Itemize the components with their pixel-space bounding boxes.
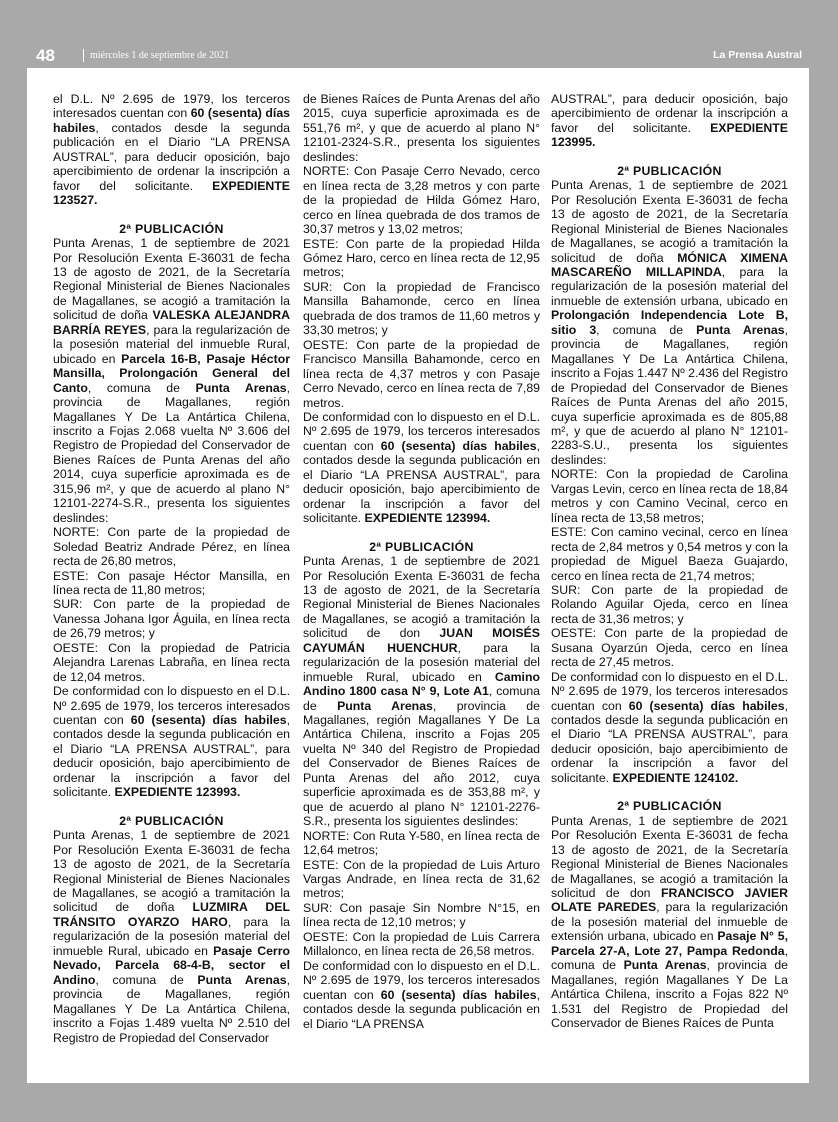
newspaper-brand: La Prensa Austral [713, 49, 802, 61]
text-run: OESTE: Con parte de la propiedad de Susana Oyarzún Ojeda, cerco en línea recta de 27,45 metros. [551, 626, 788, 670]
text-run: , contados desde la segunda publicación en el Diario “LA PRENSA [303, 987, 541, 1031]
page-sheet [27, 68, 809, 1083]
bold-text: EXPEDIENTE 123527. [53, 178, 290, 208]
text-run: de Bienes Raíces de Punta Arenas del año 2015, cuya superficie aproximada es de 551,76 m², y que de acuerdo al plano N° 12101-2324-S.R., presenta los siguientes deslindes: [303, 92, 540, 164]
bold-text: EXPEDIENTE 123995. [551, 120, 788, 150]
notice-paragraph [551, 670, 788, 786]
bold-text: VALESKA ALEJANDRA BARRÍA REYES [53, 308, 290, 337]
text-run: , para la regularización de la posesión material del inmueble Rural, ubicado en [53, 914, 291, 958]
text-run: NORTE: Con Pasaje Cerro Nevado, cerco en línea recta de 3,28 metros y con parte de la propiedad de Hilda Gómez Haro, cerco en línea quebrada de dos tramos de 30,37 metros y 13,02 metros; [303, 164, 540, 237]
text-run: , provincia de Magallanes, región Magallanes Y De La Antártica Chilena, inscrito a Fojas 1.489 vuelta Nº 2.510 del Registro de Propiedad del Conservador [53, 972, 290, 1045]
text-run: , contados desde la segunda publicación en el Diario “LA PRENSA AUSTRAL”, para deducir oposición, bajo apercibimiento de ordenar la inscripción a favor del solicitante. [53, 713, 291, 800]
bold-text: EXPEDIENTE 123993. [114, 785, 241, 800]
text-run: Punta Arenas, 1 de septiembre de 2021 Por Resolución Exenta E-36031 de fecha 13 de agosto de 2021, de la Secretaría Regional Ministerial de Bienes Nacionales de Magallanes, se acogió a tramitación la solicitud de don [551, 813, 788, 901]
text-run: SUR: Con parte de la propiedad de Vanessa Johana Igor Águila, en línea recta de 26,79 metros; y [53, 597, 290, 641]
text-run: , para la regularización de la posesión material del inmueble Rural, ubicado en [303, 640, 541, 684]
column-3 [551, 92, 788, 1031]
text-run: Punta Arenas, 1 de septiembre de 2021 Por Resolución Exenta E-36031 de fecha 13 de agosto de 2021, de la Secretaría Regional Ministerial de Bienes Nacionales de Magallanes, se acogió a tramitación la solicitud de doña [53, 236, 290, 323]
text-run: ESTE: Con parte de la propiedad Hilda Gómez Haro, cerco en línea recta de 12,95 metros; [303, 236, 540, 280]
notice-paragraph [53, 92, 290, 208]
paragraph-gap [303, 526, 540, 540]
notice-paragraph [303, 554, 540, 829]
notice-paragraph [303, 92, 540, 164]
bold-text: Prolongación Independencia Lote B, sitio 3 [551, 308, 788, 337]
notice-paragraph [53, 597, 290, 640]
notice-paragraph [53, 641, 290, 684]
bold-text: EXPEDIENTE 123994. [364, 511, 491, 526]
bold-text: 60 (sesenta) días habiles [628, 698, 785, 713]
notice-paragraph [53, 684, 290, 800]
text-run: , contados desde la segunda publicación en el Diario “LA PRENSA AUSTRAL”, para deducir oposición, bajo apercibimiento de ordenar la inscripción a favor del solicitante. [53, 120, 290, 193]
text-run: De conformidad con lo dispuesto en el D.L. Nº 2.695 de 1979, los terceros interesados cuentan con [53, 684, 290, 728]
bold-text: Punta Arenas [696, 322, 785, 337]
text-run: OESTE: Con la propiedad de Patricia Alejandra Larenas Labraña, en línea recta de 12,04 metros. [53, 640, 290, 684]
bold-text: Parcela 16-B, Pasaje Héctor Mansilla, Prolongación General del Canto [53, 351, 290, 395]
notice-paragraph [53, 236, 290, 525]
notice-paragraph [53, 525, 290, 568]
notice-paragraph [53, 569, 290, 598]
page-header [28, 44, 808, 66]
text-run: , provincia de Magallanes, región Magallanes Y De La Antártica Chilena, inscrito a Fojas 205 vuelta Nº 340 del Registro de Propiedad del Conservador de Bienes Raíces de Punta Arenas del año 2012, cuya superficie aproximada es de 353,88 m², y que de acuerdo al plano N° 12101-2276-S.R., presenta los siguientes deslindes: [303, 698, 540, 829]
text-run: De conformidad con lo dispuesto en el D.L. Nº 2.695 de 1979, los terceros interesados cuentan con [551, 669, 788, 713]
text-run: , para la regularización de la posesión material del inmueble de extensión urbana, ubicado en [551, 264, 788, 308]
notice-heading: 2ª PUBLICACIÓN [369, 539, 474, 554]
paragraph-gap [53, 208, 290, 222]
notice-paragraph [303, 338, 540, 410]
text-run: Punta Arenas, 1 de septiembre de 2021 Por Resolución Exenta E-36031 de fecha 13 de agosto de 2021, de la Secretaría Regional Ministerial de Bienes Nacionales de Magallanes, se acogió a tramitación la solicitud de doña [551, 178, 788, 265]
bold-text: Pasaje N° 5, Parcela 27-A, Lote 27, Pampa Redonda [551, 929, 788, 958]
notice-heading: 2ª PUBLICACIÓN [119, 221, 224, 236]
text-run: , comuna de [303, 684, 540, 713]
text-run: OESTE: Con la propiedad de Luis Carrera Millalonco, en línea recta de 26,58 metros. [303, 929, 540, 959]
text-run: , comuna de [596, 322, 697, 337]
bold-text: 60 (sesenta) días habiles [380, 987, 537, 1002]
text-run: , provincia de Magallanes, región Magallanes Y De La Antártica Chilena, inscrito a Fojas 2.068 vuelta Nº 3.606 del Registro de Propiedad del Conservador de Bienes Raíces de Punta Arenas del año 2014, cuya superficie aproximada es de 315,96 m², y que de acuerdo al plano N° 12101-2274-S.R., presenta los siguientes deslindes: [53, 380, 290, 525]
paragraph-gap [53, 800, 290, 814]
notice-paragraph [303, 829, 540, 858]
text-run: OESTE: Con parte de la propiedad de Francisco Mansilla Bahamonde, cerco en línea recta de 4,37 metros y con Pasaje Cerro Nevado, cerco en línea recta de 7,89 metros. [303, 337, 540, 410]
column-1 [53, 92, 290, 1045]
notice-paragraph [303, 164, 540, 236]
bold-text: Camino Andino 1800 casa N° 9, Lote A1 [303, 669, 540, 699]
bold-text: Pasaje Cerro Nevado, Parcela 68-4-B, sector el Andino [53, 943, 290, 987]
bold-text: Punta Arenas [197, 972, 287, 987]
text-run: ESTE: Con de la propiedad de Luis Arturo Vargas Andrade, en línea recta de 31,62 metros; [303, 857, 540, 901]
text-run: SUR: Con la propiedad de Francisco Mansilla Bahamonde, cerco en línea quebrada de dos tramos de 11,60 metros y 33,30 metros; y [303, 279, 540, 338]
bold-text: JUAN MOISÉS CAYUMÁN HUENCHUR [303, 626, 540, 655]
text-run: SUR: Con parte de la propiedad de Rolando Aguilar Ojeda, cerco en línea recta de 31,36 metros; y [551, 582, 788, 626]
text-run: , contados desde la segunda publicación en el Diario “LA PRENSA AUSTRAL”, para deducir oposición, bajo apercibimiento de ordenar la inscripción a favor del solicitante. [303, 438, 541, 526]
text-run: De conformidad con lo dispuesto en el D.L. Nº 2.695 de 1979, los terceros interesados cuentan con [303, 409, 540, 453]
paragraph-gap [551, 150, 788, 164]
notice-paragraph [303, 280, 540, 338]
notice-paragraph [551, 92, 788, 150]
notice-paragraph [551, 467, 788, 525]
bold-text: 60 (sesenta) días habiles [380, 438, 537, 453]
text-run: De conformidad con lo dispuesto en el D.L. Nº 2.695 de 1979, los terceros interesados cuentan con [303, 958, 540, 1002]
notice-paragraph [53, 828, 290, 1045]
notice-heading: 2ª PUBLICACIÓN [617, 799, 722, 814]
text-run: NORTE: Con Ruta Y-580, en línea recta de 12,64 metros; [303, 828, 540, 858]
text-run: ESTE: Con pasaje Héctor Mansilla, en línea recta de 11,80 metros; [53, 568, 290, 597]
notice-paragraph [551, 525, 788, 583]
text-run: NORTE: Con la propiedad de Carolina Vargas Levin, cerco en línea recta de 18,84 metros y con Camino Vecinal, cerco en línea recta de 13,58 metros; [551, 467, 788, 525]
text-run: , para la regularización de la posesión material del inmueble de extensión urbana, ubicado en [551, 900, 788, 944]
bold-text: Punta Arenas [623, 958, 707, 973]
paragraph-gap [551, 785, 788, 799]
notice-paragraph [303, 858, 540, 901]
issue-date: miércoles 1 de septiembre de 2021 [90, 50, 230, 61]
notice-paragraph [303, 410, 540, 526]
notice-heading: 2ª PUBLICACIÓN [617, 163, 722, 178]
bold-text: Punta Arenas [337, 698, 433, 713]
page-number: 48 [36, 46, 55, 65]
text-run: , comuna de [551, 943, 788, 973]
notice-heading: 2ª PUBLICACIÓN [119, 813, 224, 828]
notice-paragraph [303, 959, 540, 1031]
text-run: , comuna de [95, 972, 198, 987]
text-run: , provincia de Magallanes, región Magallanes Y De La Antártica Chilena, inscrito a Fojas 822 Nº 1.531 del Registro de Propiedad del Conservador de Bienes Raíces de Punta [551, 958, 788, 1031]
column-2 [303, 92, 540, 1031]
header-divider [83, 49, 84, 62]
text-run: , contados desde la segunda publicación en el Diario “LA PRENSA AUSTRAL”, para deducir oposición, bajo apercibimiento de ordenar la inscripción a favor del solicitante. [551, 698, 789, 785]
text-run: Punta Arenas, 1 de septiembre de 2021 Por Resolución Exenta E-36031 de fecha 13 de agosto de 2021, de la Secretaría Regional Ministerial de Bienes Nacionales de Magallanes, se acogió a tramitación la solicitud de doña [53, 828, 290, 915]
notice-paragraph [551, 178, 788, 467]
bold-text: Punta Arenas [195, 380, 287, 395]
text-run: , comuna de [87, 380, 196, 395]
text-run: , provincia de Magallanes, región Magallanes Y De La Antártica Chilena, inscrito a Fojas 1.447 Nº 2.436 del Registro de Propiedad del Conservador de Bienes Raíces de Punta Arenas del año 2015, cuya superficie aproximada es de 805,88 m², y que de acuerdo al plano N° 12101-2283-S.U., presenta los siguientes deslindes: [551, 322, 788, 467]
text-run: SUR: Con pasaje Sin Nombre N°15, en línea recta de 12,10 metros; y [303, 900, 540, 930]
bold-text: 60 (sesenta) días habiles [130, 713, 287, 728]
notice-paragraph [303, 901, 540, 930]
bold-text: LUZMIRA DEL TRÁNSITO OYARZO HARO [53, 900, 290, 929]
bold-text: EXPEDIENTE 124102. [612, 770, 739, 785]
text-run: AUSTRAL”, para deducir oposición, bajo apercibimiento de ordenar la inscripción a favor del solicitante. [551, 92, 788, 135]
notice-paragraph [303, 237, 540, 280]
notice-paragraph [551, 583, 788, 626]
notice-paragraph [551, 814, 788, 1031]
text-run: ESTE: Con camino vecinal, cerco en línea recta de 2,84 metros y 0,54 metros y con la propiedad de Miguel Baeza Guajardo, cerco en línea recta de 21,74 metros; [551, 525, 788, 583]
text-run: , para la regularización de la posesión material del inmueble Rural, ubicado en [53, 322, 291, 366]
notice-paragraph [551, 626, 788, 669]
text-run: NORTE: Con parte de la propiedad de Soledad Beatriz Andrade Pérez, en línea recta de 26,80 metros, [53, 525, 290, 569]
notice-paragraph [303, 930, 540, 959]
bold-text: FRANCISCO JAVIER OLATE PAREDES [551, 886, 788, 915]
bold-text: 60 (sesenta) días habiles [53, 106, 290, 135]
text-run: Punta Arenas, 1 de septiembre de 2021 Por Resolución Exenta E-36031 de fecha 13 de agosto de 2021, de la Secretaría Regional Ministerial de Bienes Nacionales de Magallanes, se acogió a tramitación la solicitud de don [303, 554, 540, 641]
bold-text: MÓNICA XIMENA MASCAREÑO MILLAPINDA [551, 250, 788, 279]
text-run: el D.L. Nº 2.695 de 1979, los terceros interesados cuentan con [53, 92, 290, 121]
